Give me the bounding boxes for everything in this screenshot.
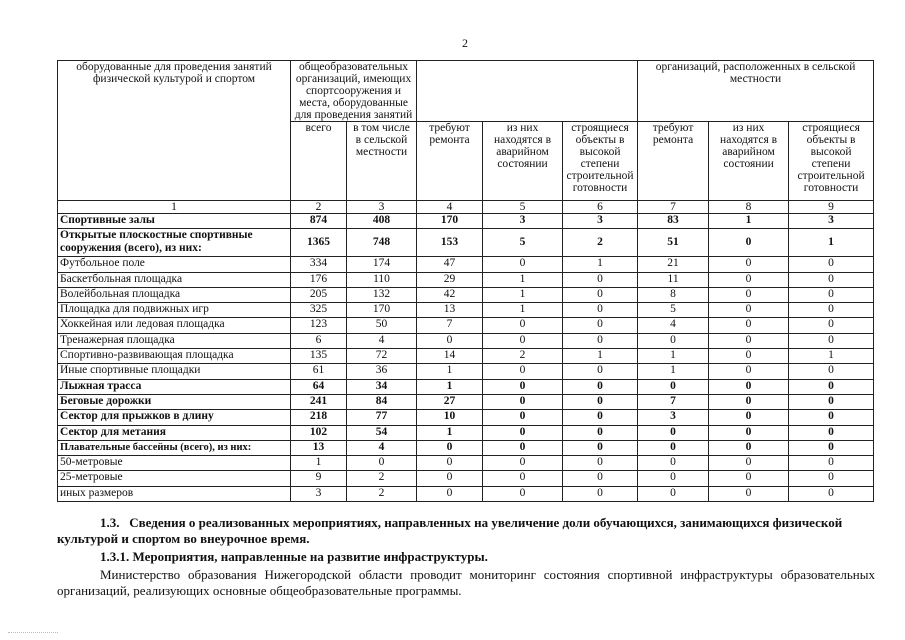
row-value: 72	[347, 349, 417, 364]
row-value: 1	[563, 349, 638, 364]
row-label: Сектор для метания	[58, 425, 291, 440]
row-value: 1	[417, 425, 483, 440]
row-value: 0	[789, 394, 874, 409]
row-value: 0	[417, 456, 483, 471]
row-value: 1	[417, 364, 483, 379]
table-row	[58, 318, 874, 333]
header-rural: организаций, расположенных в сельской местности	[638, 61, 874, 122]
subheader-emergency: из них находятся в аварийном состоянии	[483, 122, 563, 201]
row-value: 0	[789, 303, 874, 318]
header-row	[58, 61, 874, 122]
table-row	[58, 486, 874, 501]
col-number: 8	[709, 201, 789, 214]
row-value: 3	[638, 410, 709, 425]
row-value: 0	[709, 379, 789, 394]
row-value: 0	[709, 364, 789, 379]
table-row	[58, 471, 874, 486]
row-label: Баскетбольная площадка	[58, 272, 291, 287]
row-value: 0	[638, 471, 709, 486]
row-label: Сектор для прыжков в длину	[58, 410, 291, 425]
section-1-3-heading: 1.3. Сведения о реализованных мероприятиях, направленных на увеличение доли обучающихся, занимающихся физической культурой и спортом во внеурочное время.	[57, 515, 843, 546]
row-value: 0	[789, 333, 874, 348]
row-value: 0	[483, 456, 563, 471]
row-value: 0	[483, 364, 563, 379]
row-value: 34	[347, 379, 417, 394]
row-value: 0	[638, 425, 709, 440]
row-value: 0	[563, 364, 638, 379]
row-value: 123	[291, 318, 347, 333]
row-value: 1	[483, 272, 563, 287]
row-value: 408	[347, 214, 417, 229]
row-value: 0	[709, 287, 789, 302]
row-value: 0	[638, 486, 709, 501]
row-value: 170	[347, 303, 417, 318]
row-value: 0	[417, 486, 483, 501]
row-value: 0	[483, 257, 563, 272]
row-value: 0	[789, 425, 874, 440]
row-value: 21	[638, 257, 709, 272]
row-value: 0	[563, 287, 638, 302]
col-number: 7	[638, 201, 709, 214]
row-value: 2	[347, 486, 417, 501]
row-value: 14	[417, 349, 483, 364]
row-value: 4	[638, 318, 709, 333]
row-value: 0	[563, 303, 638, 318]
subheader-rural-emergency: из них находятся в аварийном состоянии	[709, 122, 789, 201]
row-value: 0	[789, 410, 874, 425]
row-value: 0	[789, 318, 874, 333]
row-label: 50-метровые	[58, 456, 291, 471]
row-value: 0	[789, 379, 874, 394]
row-value: 0	[789, 364, 874, 379]
row-value: 132	[347, 287, 417, 302]
row-value: 1	[483, 303, 563, 318]
page-number: 2	[462, 36, 468, 50]
row-value: 0	[563, 456, 638, 471]
row-value: 0	[563, 410, 638, 425]
row-value: 0	[709, 349, 789, 364]
row-value: 0	[563, 394, 638, 409]
row-value: 0	[483, 471, 563, 486]
row-value: 0	[638, 456, 709, 471]
col-number: 9	[789, 201, 874, 214]
row-value: 0	[483, 410, 563, 425]
table-row	[58, 364, 874, 379]
row-value: 0	[709, 394, 789, 409]
table-row	[58, 394, 874, 409]
table-row	[58, 349, 874, 364]
row-value: 13	[417, 303, 483, 318]
row-value: 1365	[291, 229, 347, 257]
row-label: Плавательные бассейны (всего), из них:	[58, 440, 291, 455]
row-value: 4	[347, 440, 417, 455]
row-value: 1	[417, 379, 483, 394]
row-value: 0	[709, 257, 789, 272]
row-value: 0	[563, 379, 638, 394]
subheader-construction: строящиеся объекты в высокой степени строительной готовности	[563, 122, 638, 201]
row-value: 0	[483, 440, 563, 455]
row-value: 0	[709, 425, 789, 440]
table-row	[58, 456, 874, 471]
row-value: 9	[291, 471, 347, 486]
row-value: 102	[291, 425, 347, 440]
row-value: 325	[291, 303, 347, 318]
row-value: 0	[789, 471, 874, 486]
row-value: 3	[789, 214, 874, 229]
col-number: 4	[417, 201, 483, 214]
row-label: Открытые плоскостные спортивные сооружения (всего), из них:	[58, 229, 291, 257]
row-value: 5	[638, 303, 709, 318]
row-label: Футбольное поле	[58, 257, 291, 272]
col-number: 3	[347, 201, 417, 214]
subheader-total: всего	[291, 122, 347, 201]
row-value: 0	[709, 272, 789, 287]
row-value: 0	[709, 303, 789, 318]
row-value: 0	[789, 456, 874, 471]
row-value: 11	[638, 272, 709, 287]
row-value: 77	[347, 410, 417, 425]
row-value: 0	[483, 333, 563, 348]
sports-facilities-table	[57, 60, 874, 502]
row-label: Беговые дорожки	[58, 394, 291, 409]
table-row	[58, 287, 874, 302]
row-value: 2	[483, 349, 563, 364]
subheader-rural-construction: строящиеся объекты в высокой степени строительной готовности	[789, 122, 874, 201]
col-number: 2	[291, 201, 347, 214]
table-body	[58, 214, 874, 502]
row-value: 0	[483, 394, 563, 409]
row-value: 1	[789, 229, 874, 257]
row-value: 1	[789, 349, 874, 364]
subheader-repair: требуют ремонта	[417, 122, 483, 201]
row-value: 6	[291, 333, 347, 348]
row-value: 241	[291, 394, 347, 409]
header-schools-with-facilities: общеобразовательных организаций, имеющих спортсооружения и места, оборудованные для проведения занятий	[291, 61, 417, 122]
row-value: 0	[789, 257, 874, 272]
row-value: 7	[417, 318, 483, 333]
row-value: 0	[789, 272, 874, 287]
row-value: 0	[709, 471, 789, 486]
table-row	[58, 410, 874, 425]
row-label: Лыжная трасса	[58, 379, 291, 394]
row-value: 0	[709, 440, 789, 455]
row-value: 0	[638, 440, 709, 455]
row-value: 176	[291, 272, 347, 287]
header-blank	[417, 61, 638, 122]
row-value: 3	[291, 486, 347, 501]
row-value: 1	[709, 214, 789, 229]
row-value: 748	[347, 229, 417, 257]
row-value: 0	[417, 333, 483, 348]
row-value: 0	[563, 318, 638, 333]
row-label: Площадка для подвижных игр	[58, 303, 291, 318]
row-value: 0	[789, 486, 874, 501]
row-value: 0	[709, 410, 789, 425]
row-label: Спортивные залы	[58, 214, 291, 229]
row-label: Спортивно-развивающая площадка	[58, 349, 291, 364]
row-value: 0	[563, 425, 638, 440]
row-label: Волейбольная площадка	[58, 287, 291, 302]
row-value: 8	[638, 287, 709, 302]
row-value: 153	[417, 229, 483, 257]
row-value: 36	[347, 364, 417, 379]
row-value: 0	[483, 379, 563, 394]
row-value: 174	[347, 257, 417, 272]
row-label: Иные спортивные площадки	[58, 364, 291, 379]
row-value: 0	[417, 471, 483, 486]
row-value: 84	[347, 394, 417, 409]
row-value: 83	[638, 214, 709, 229]
row-label: иных размеров	[58, 486, 291, 501]
row-value: 0	[789, 287, 874, 302]
row-value: 42	[417, 287, 483, 302]
row-value: 1	[563, 257, 638, 272]
row-value: 61	[291, 364, 347, 379]
row-value: 0	[638, 379, 709, 394]
row-value: 54	[347, 425, 417, 440]
table-row	[58, 303, 874, 318]
row-value: 170	[417, 214, 483, 229]
column-number-row	[58, 201, 874, 214]
row-value: 110	[347, 272, 417, 287]
body-paragraph: Министерство образования Нижегородской области проводит мониторинг состояния спортивной инфраструктуры образовательных организаций, реализующих основные общеобразовательные программы.	[57, 567, 875, 598]
row-value: 0	[638, 333, 709, 348]
scan-mark	[8, 632, 58, 634]
row-value: 0	[417, 440, 483, 455]
row-value: 0	[563, 333, 638, 348]
row-value: 0	[709, 318, 789, 333]
col-number: 1	[58, 201, 291, 214]
row-value: 0	[483, 425, 563, 440]
row-value: 2	[347, 471, 417, 486]
row-value: 1	[638, 349, 709, 364]
row-value: 334	[291, 257, 347, 272]
header-facility: оборудованные для проведения занятий физической культурой и спортом	[58, 61, 291, 201]
row-value: 0	[709, 456, 789, 471]
table-row	[58, 214, 874, 229]
row-value: 10	[417, 410, 483, 425]
row-value: 29	[417, 272, 483, 287]
row-value: 0	[709, 333, 789, 348]
row-value: 4	[347, 333, 417, 348]
row-value: 50	[347, 318, 417, 333]
row-value: 1	[638, 364, 709, 379]
row-value: 5	[483, 229, 563, 257]
row-label: Тренажерная площадка	[58, 333, 291, 348]
row-value: 3	[483, 214, 563, 229]
row-value: 7	[638, 394, 709, 409]
subheader-rural-repair: требуют ремонта	[638, 122, 709, 201]
row-value: 218	[291, 410, 347, 425]
row-value: 0	[563, 272, 638, 287]
row-value: 27	[417, 394, 483, 409]
row-value: 1	[483, 287, 563, 302]
table-row	[58, 229, 874, 257]
row-label: Хоккейная или ледовая площадка	[58, 318, 291, 333]
row-value: 874	[291, 214, 347, 229]
row-value: 3	[563, 214, 638, 229]
table-row	[58, 272, 874, 287]
table-row	[58, 425, 874, 440]
row-value: 0	[563, 471, 638, 486]
row-value: 0	[483, 486, 563, 501]
table-row	[58, 440, 874, 455]
col-number: 5	[483, 201, 563, 214]
col-number: 6	[563, 201, 638, 214]
section-1-3-1-heading: 1.3.1. Мероприятия, направленные на развитие инфраструктуры.	[100, 549, 488, 564]
row-value: 0	[789, 440, 874, 455]
row-label: 25-метровые	[58, 471, 291, 486]
row-value: 2	[563, 229, 638, 257]
table-row	[58, 333, 874, 348]
row-value: 0	[347, 456, 417, 471]
row-value: 64	[291, 379, 347, 394]
row-value: 47	[417, 257, 483, 272]
row-value: 0	[709, 229, 789, 257]
row-value: 0	[709, 486, 789, 501]
row-value: 135	[291, 349, 347, 364]
row-value: 1	[291, 456, 347, 471]
subheader-rural: в том числе в сельской местности	[347, 122, 417, 201]
row-value: 0	[563, 440, 638, 455]
row-value: 0	[563, 486, 638, 501]
row-value: 0	[483, 318, 563, 333]
row-value: 205	[291, 287, 347, 302]
table-row	[58, 257, 874, 272]
row-value: 51	[638, 229, 709, 257]
table-row	[58, 379, 874, 394]
row-value: 13	[291, 440, 347, 455]
